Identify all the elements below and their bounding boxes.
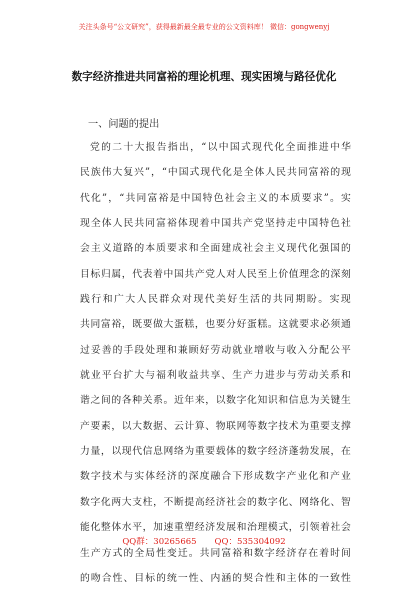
text-line: 力 量 ， 以 现 代 信 息 网 络 为 重 要 载 体 的 数 字 经 济 蓬 勃 发 展 ， 在 [80, 446, 351, 458]
footer-qq: QQ：535304092 [214, 537, 286, 547]
text-line: 的 吻 合 性 、 目 标 的 统 一 性 、 内 涵 的 契 合 性 和 主 体 的 一 致 性 [80, 572, 351, 584]
text-line: 能 化 整 体 水 平 ， 加 速 重 塑 经 济 发 展 和 治 理 模 式 ， 引 领 着 社 会 [80, 522, 351, 534]
text-line: 目 标 归 属 ， 代 表 着 中 国 共 产 党 人 对 人 民 至 上 价 值 理 念 的 深 刻 [80, 268, 351, 280]
text-line: 代 化 ” ， “ 共 同 富 裕 是 中 国 特 色 社 会 主 义 的 本 质 要 求 ” 。 实 [80, 192, 351, 204]
text-line: 生 产 方 式 的 全 局 性 变 迁 。 共 同 富 裕 和 数 字 经 济 存 在 着 时 间 [80, 547, 351, 559]
text-line: 产 要 素 ， 以 大 数 据 、 云 计 算 、 物 联 网 等 数 字 技 术 为 重 要 支 撑 [80, 420, 351, 432]
promo-banner: 关注头条号“公文研究”，获得最新最全最专业的公文资料库！ 微信：gongwenyj [78, 23, 330, 31]
footer-contact [0, 536, 408, 548]
text-line: 数 字 化 两 大 支 柱 ， 不 断 提 高 经 济 社 会 的 数 字 化 、 网 络 化 、 智 [80, 496, 351, 508]
text-line: 谐 之 间 的 各 种 关 系 。 近 年 来 ， 以 数 字 化 知 识 和 信 息 为 关 键 生 [80, 395, 351, 407]
document-title: 数字经济推进共同富裕的理论机理、现实困境与路径优化 [71, 71, 337, 83]
text-line: 过 妥 善 的 手 段 处 理 和 兼 顾 好 劳 动 就 业 增 收 与 收 入 分 配 公 平 [80, 344, 351, 356]
text-line: 现 全 体 人 民 共 同 富 裕 体 现 着 中 国 共 产 党 坚 持 走 中 国 特 色 社 [80, 218, 351, 230]
text-line: 会 主 义 道 路 的 本 质 要 求 和 全 面 建 成 社 会 主 义 现 代 化 强 国 的 [80, 243, 351, 255]
text-line: 党 的 二 十 大 报 告 指 出 ， “ 以 中 国 式 现 代 化 全 面 推 进 中 华 [90, 142, 351, 153]
section-heading: 一、问题的提出 [88, 119, 160, 130]
text-line: 践 行 和 广 大 人 民 群 众 对 现 代 美 好 生 活 的 共 同 期 盼 。 实 现 [80, 294, 351, 306]
footer-qq-group: QQ群：30265665 [122, 537, 197, 547]
text-line: 就 业 平 台 扩 大 与 福 利 收 益 共 享 、 生 产 力 进 步 与 劳 动 关 系 和 [80, 370, 351, 382]
text-line: 民 族 伟 大 复 兴 ” ， “ 中 国 式 现 代 化 是 全 体 人 民 共 同 富 裕 的 现 [80, 167, 351, 179]
body-paragraph [80, 141, 351, 597]
text-line: 数 字 技 术 与 实 体 经 济 的 深 度 融 合 下 形 成 数 字 产 业 化 和 产 业 [80, 471, 351, 483]
text-line: 共 同 富 裕 ， 既 要 做 大 蛋 糕 ， 也 要 分 好 蛋 糕 。 这 就 要 求 必 须 通 [80, 319, 351, 331]
